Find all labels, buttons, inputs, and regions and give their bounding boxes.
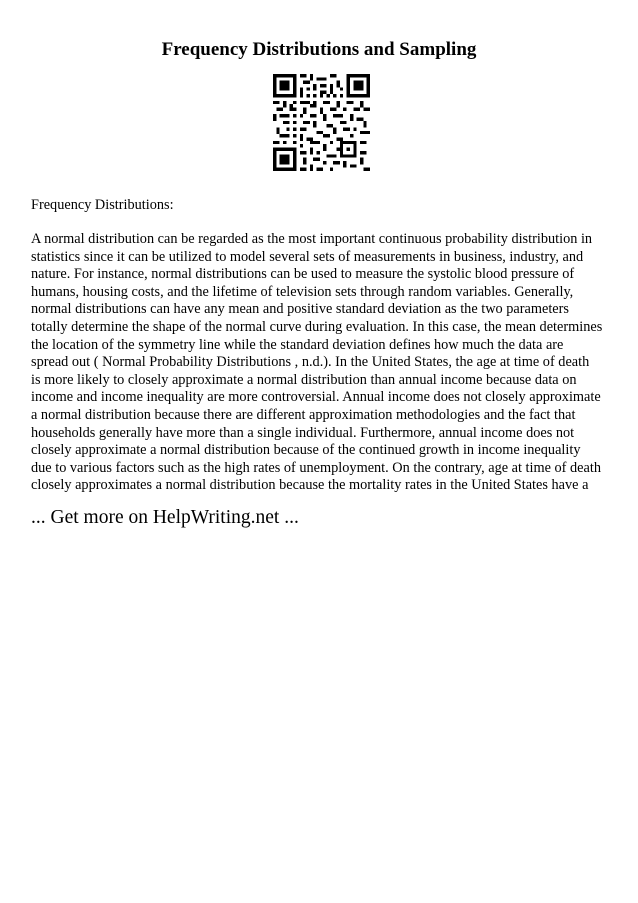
body-line: A normal distribution can be regarded as the most important continuous probability distribution in	[31, 231, 593, 247]
body-line: statistics since it can be utilized to model several sets of measurements in business, industry, and	[31, 248, 584, 265]
body-line: closely approximate a normal distribution because of the continued growth in income inequality	[31, 442, 581, 459]
body-line: normal distributions can have any mean and positive standard deviation as the two parameters	[31, 301, 569, 318]
body-paragraph	[31, 231, 611, 495]
body-line: due to various factors such as the high rates of unemployment. On the contrary, age at time of death	[31, 459, 601, 476]
section-heading: Frequency Distributions:	[31, 197, 174, 213]
get-more-link[interactable]: ... Get more on HelpWriting.net ...	[31, 507, 299, 528]
body-line: spread out ( Normal Probability Distributions , n.d.). In the United States, the age at time of death	[31, 354, 590, 371]
body-line: totally determine the shape of the normal curve during evaluation. In this case, the mean determines	[31, 318, 603, 335]
body-line: a normal distribution because there are different approximation methodologies and the fact that	[31, 406, 576, 423]
body-line: households generally have more than a single individual. Furthermore, annual income does not	[31, 424, 575, 441]
body-line: income and income inequality are more controversial. Annual income does not closely approximate	[31, 389, 601, 406]
body-line: closely approximates a normal distribution because the mortality rates in the United States have a	[31, 477, 589, 494]
body-line: is more likely to closely approximate a normal distribution than annual income because data on	[31, 371, 577, 388]
qr-code-icon	[273, 74, 370, 171]
body-line: the location of the symmetry line while the standard deviation defines how much the data are	[31, 336, 564, 353]
body-line: humans, housing costs, and the lifetime of television sets through random variables. Generally,	[31, 283, 574, 300]
body-line: nature. For instance, normal distributions can be used to measure the systolic blood pressure of	[31, 266, 575, 283]
page-title: Frequency Distributions and Sampling	[161, 39, 477, 60]
